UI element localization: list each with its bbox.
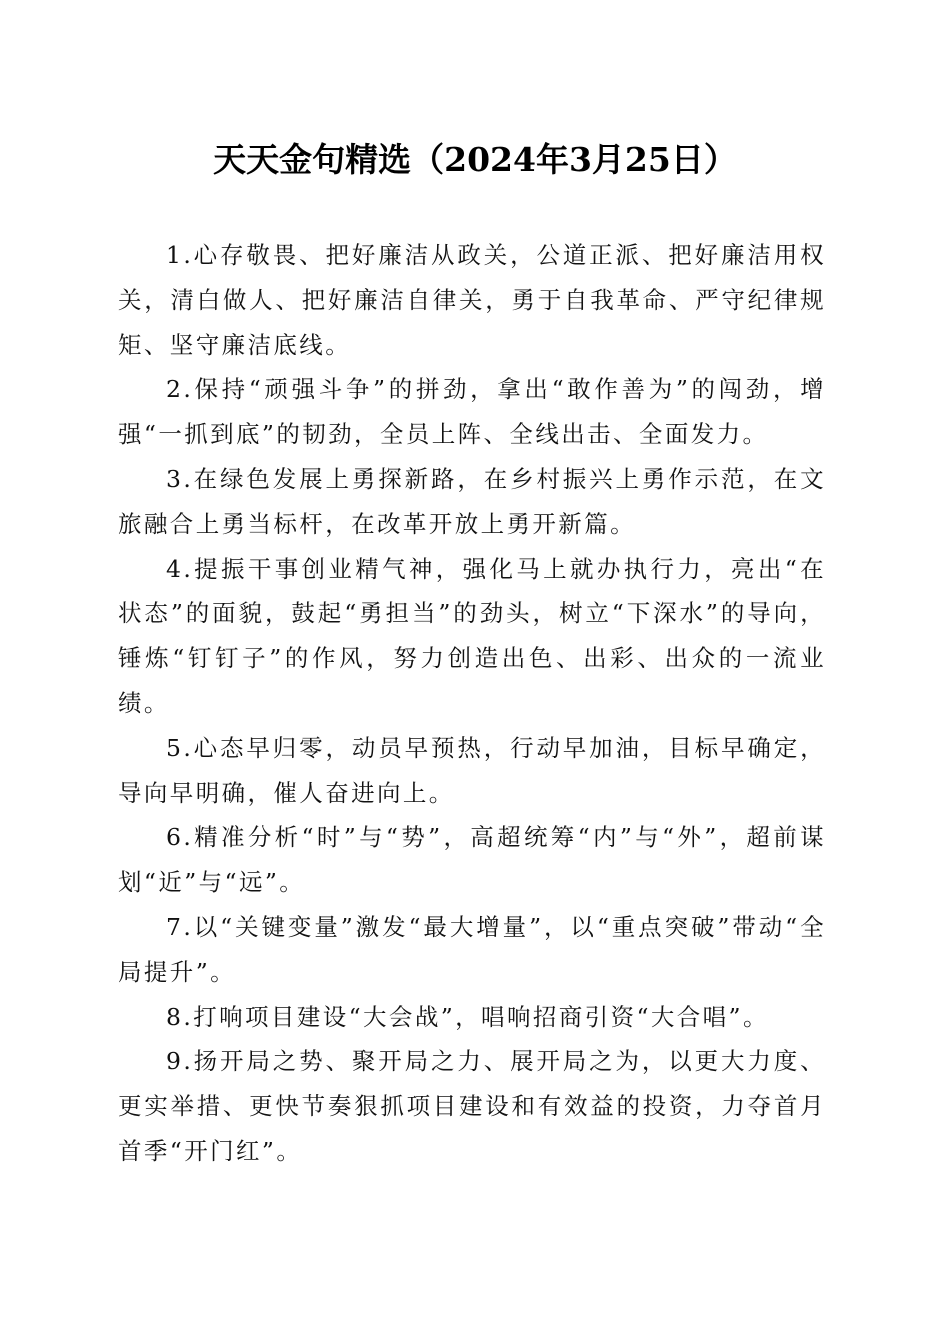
paragraph-7: 7.以“关键变量”激发“最大增量”，以“重点突破”带动“全局提升”。 — [118, 912, 826, 986]
paragraph-3: 3.在绿色发展上勇探新路，在乡村振兴上勇作示范，在文旅融合上勇当标杆，在改革开放上勇开新篇。 — [118, 464, 826, 538]
paragraph-8: 8.打响项目建设“大会战”，唱响招商引资“大合唱”。 — [166, 1002, 769, 1031]
paragraph-9: 9.扬开局之势、聚开局之力、展开局之为，以更大力度、更实举措、更快节奏狠抓项目建设和有效益的投资，力夺首月首季“开门红”。 — [118, 1047, 826, 1165]
paragraph-2: 2.保持“顽强斗争”的拼劲，拿出“敢作善为”的闯劲，增强“一抓到底”的韧劲，全员上阵、全线出击、全面发力。 — [118, 375, 826, 449]
paragraph-5: 5.心态早归零，动员早预热，行动早加油，目标早确定，导向早明确，催人奋进向上。 — [118, 733, 826, 807]
paragraph-6: 6.精准分析“时”与“势”，高超统筹“内”与“外”，超前谋划“近”与“远”。 — [118, 823, 826, 897]
document-title: 天天金句精选（2024年3月25日） — [213, 140, 737, 179]
paragraph-4: 4.提振干事创业精气神，强化马上就办执行力，亮出“在状态”的面貌，鼓起“勇担当”的劲头，树立“下深水”的导向，锤炼“钉钉子”的作风，努力创造出色、出彩、出众的一流业绩。 — [118, 554, 826, 717]
paragraph-1: 1.心存敬畏、把好廉洁从政关，公道正派、把好廉洁用权关，清白做人、把好廉洁自律关，勇于自我革命、严守纪律规矩、坚守廉洁底线。 — [118, 241, 826, 359]
document-body — [118, 233, 826, 1174]
